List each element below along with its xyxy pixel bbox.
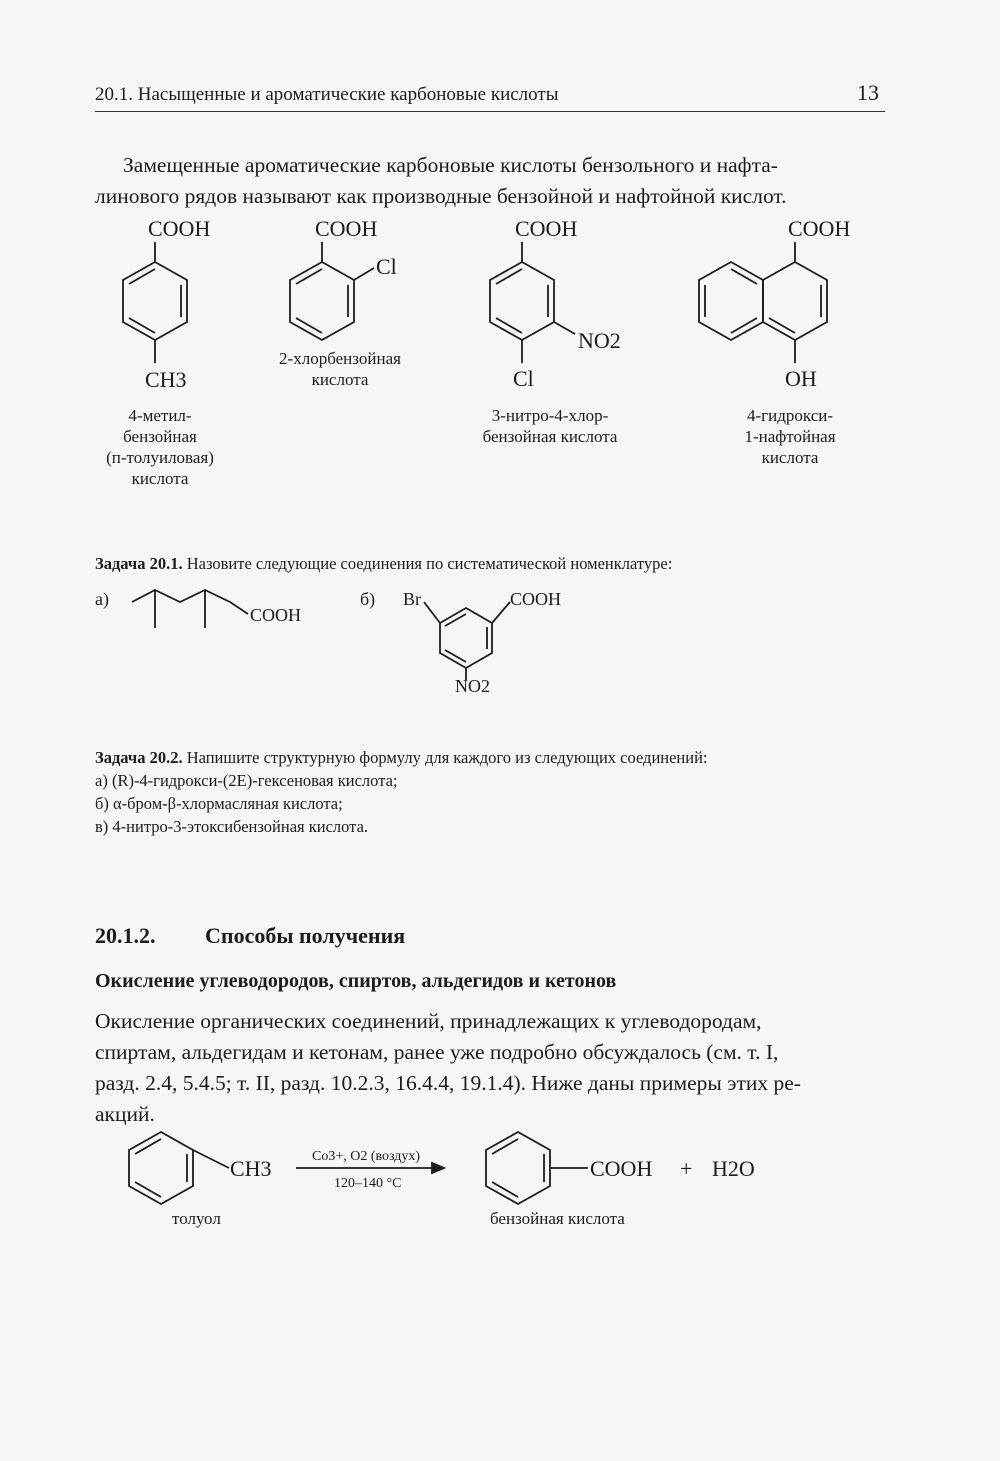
body-line: спиртам, альдегидам и кетонам, ранее уже подробно обсуждалось (см. т. I, <box>95 1040 779 1064</box>
section-number: 20.1.2. <box>95 923 156 948</box>
s1-name: 4-метил- бензойная (п-толуиловая) кислота <box>106 406 214 488</box>
task-a-marker: а) <box>95 589 109 609</box>
s4-substituent: OH <box>785 366 817 391</box>
body-line: Окисление органических соединений, принадлежащих к углеводородам, <box>95 1009 762 1033</box>
subsection-title: Окисление углеводородов, спиртов, альдегидов и кетонов <box>95 970 617 992</box>
task-20-1-structures <box>0 580 1000 700</box>
section-title: Способы получения <box>205 923 406 948</box>
product-group: COOH <box>590 1156 653 1181</box>
s3-substituent-meta: NO2 <box>578 328 621 353</box>
task-20-2-text: Напишите структурную формулу для каждого из следующих соединений: <box>186 748 708 767</box>
task-20-2-item: в) 4-нитро-3-этоксибензойная кислота. <box>95 817 369 836</box>
s3-top-group: COOH <box>515 216 578 241</box>
conditions-top: Co3+, O2 (воздух) <box>312 1149 421 1164</box>
s3-name: 3-нитро-4-хлор- бензойная кислота <box>482 406 618 446</box>
task-a-group: COOH <box>250 605 302 625</box>
task-20-2-item: а) (R)-4-гидрокси-(2E)-гексеновая кислота; <box>95 771 398 790</box>
s2-top-group: COOH <box>315 216 378 241</box>
body-paragraph <box>95 1006 885 1130</box>
task-b-marker: б) <box>360 589 376 609</box>
toluene-oxidation-reaction <box>0 1120 1000 1260</box>
s2-name: 2-хлорбензойная кислота <box>279 349 401 389</box>
intro-line-2: линового рядов называют как производные бензойной и нафтойной кислот. <box>95 184 787 208</box>
task-20-1-label: Задача 20.1. <box>95 554 183 573</box>
task-b-no2: NO2 <box>455 676 490 696</box>
task-20-1 <box>95 552 895 575</box>
product-name: бензойная кислота <box>490 1209 625 1228</box>
conditions-bottom: 120–140 °C <box>334 1176 402 1191</box>
reactant-name: толуол <box>172 1209 221 1228</box>
task-b-cooh: COOH <box>510 589 562 609</box>
s1-top-group: COOH <box>148 216 211 241</box>
task-20-1-text: Назовите следующие соединения по систематической номенклатуре: <box>186 554 673 573</box>
body-line: акций. <box>95 1102 155 1126</box>
reactant-group: CH3 <box>230 1156 272 1181</box>
aromatic-acids-structures <box>0 200 1000 400</box>
running-title: 20.1. Насыщенные и ароматические карбоновые кислоты <box>95 84 559 105</box>
page-number: 13 <box>857 80 879 105</box>
s3-substituent-para: Cl <box>513 366 534 391</box>
s4-name: 4-гидрокси- 1-нафтойная кислота <box>744 406 836 467</box>
header-rule <box>95 111 885 112</box>
s1-substituent: CH3 <box>145 367 187 392</box>
plus-sign: + <box>680 1156 693 1181</box>
s4-top-group: COOH <box>788 216 851 241</box>
intro-line-1: Замещенные ароматические карбоновые кислоты бензольного и нафта- <box>123 153 778 177</box>
task-20-2-label: Задача 20.2. <box>95 748 183 767</box>
byproduct: H2O <box>712 1156 755 1181</box>
body-line: разд. 2.4, 5.4.5; т. II, разд. 10.2.3, 16.4.4, 19.1.4). Ниже даны примеры этих ре- <box>95 1071 801 1095</box>
s2-substituent: Cl <box>376 254 397 279</box>
task-20-2-item: б) α-бром-β-хлормасляная кислота; <box>95 794 343 813</box>
task-20-2 <box>95 746 895 838</box>
task-b-br: Br <box>403 589 421 609</box>
